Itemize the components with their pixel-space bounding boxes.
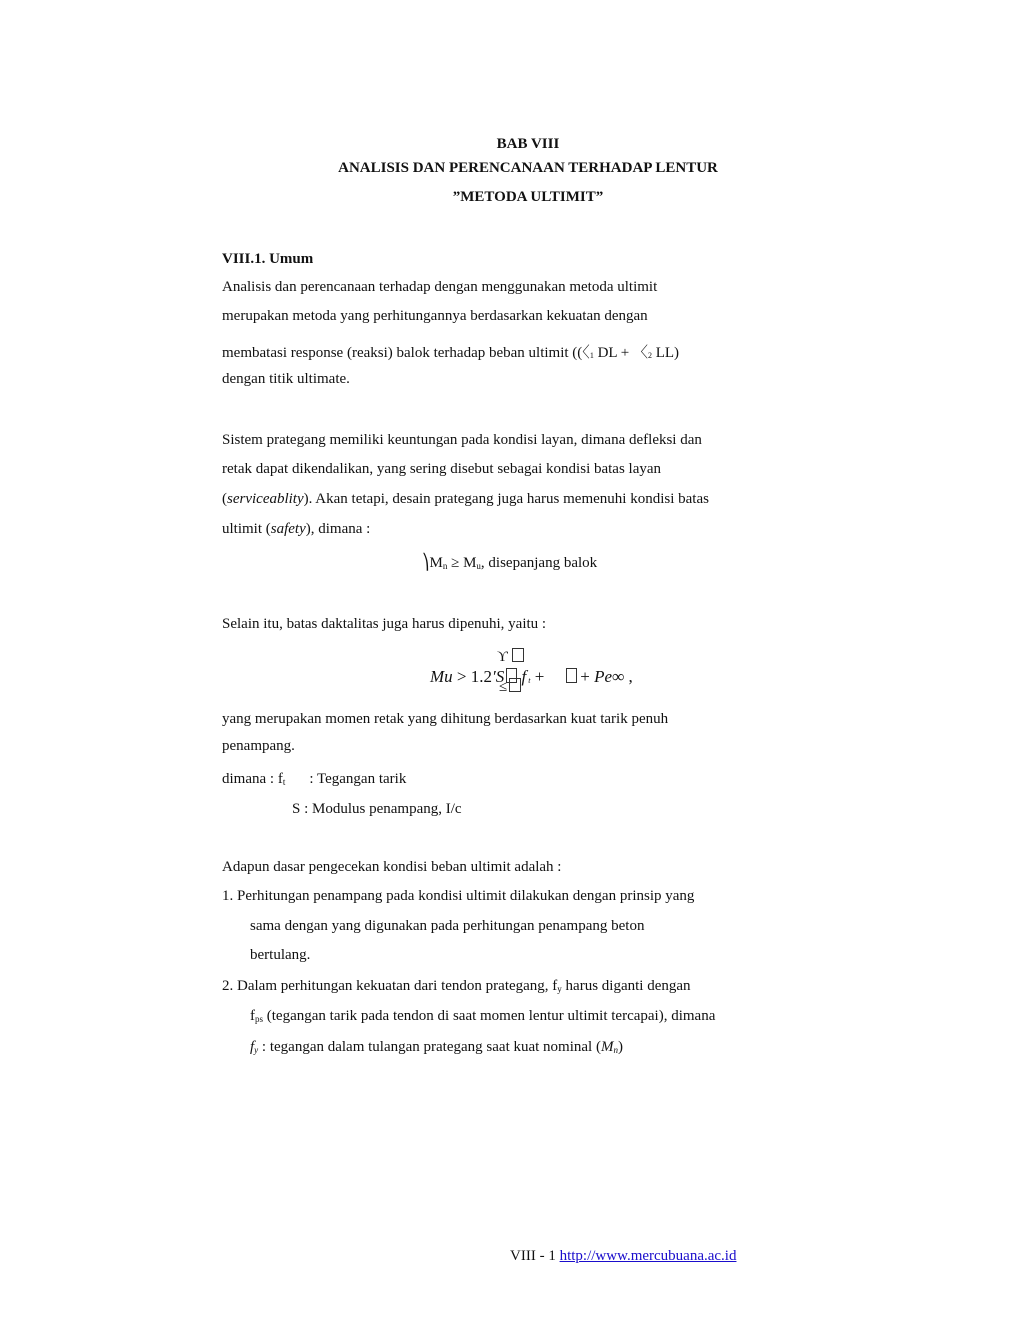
t-subscript: t — [526, 676, 531, 685]
para2-line3-rest: ). Akan tetapi, desain prategang juga harus memenuhi kondisi batas — [303, 491, 709, 507]
item2-line1-pre: 2. Dalam perhitungan kekuatan dari tendon prategang, f — [222, 978, 558, 994]
paren-close: ) — [617, 1039, 623, 1055]
fy-f: f — [250, 1039, 255, 1055]
list-item-2-line2 — [250, 1008, 715, 1025]
para2-line4 — [222, 521, 370, 538]
list-item-1-line3: bertulang. — [250, 947, 311, 963]
para1-line2: merupakan metoda yang perhitungannya berdasarkan kekuatan dengan — [222, 308, 648, 324]
pe-term: Pe∞ — [594, 667, 625, 686]
fps-subscript: ps — [255, 1014, 264, 1024]
para2-line4-post: ), dimana : — [305, 521, 371, 537]
mu-term: Mu — [430, 667, 453, 686]
s-modulus-line: S : Modulus penampang, I/c — [292, 801, 462, 817]
fy-subscript: y — [557, 984, 562, 994]
para3-line2: yang merupakan momen retak yang dihitung berdasarkan kuat tarik penuh — [222, 711, 669, 727]
le-symbol: ≤ — [499, 679, 508, 695]
para1-line4: dengan titik ultimate. — [222, 371, 350, 387]
safety-term: safety — [270, 521, 306, 537]
list-item-1-line1: 1. Perhitungan penampang pada kondisi ultimit dilakukan dengan prinsip yang — [222, 888, 695, 904]
phi-symbol: ⎞ — [422, 555, 430, 571]
fy-subscript-2: y — [254, 1045, 259, 1055]
chapter-title: ANALISIS DAN PERENCANAAN TERHADAP LENTUR — [338, 160, 718, 176]
mn-subscript: n — [442, 561, 448, 571]
section-heading: VIII.1. Umum — [222, 251, 314, 267]
page-footer — [510, 1248, 736, 1265]
s-term: ′S — [492, 667, 505, 686]
footer-url-link[interactable]: http://www.mercubuana.ac.id — [559, 1248, 737, 1264]
paren-open: ( — [222, 491, 227, 507]
plus-term: + — [530, 667, 545, 686]
para3-line1: Selain itu, batas daktalitas juga harus dipenuhi, yaitu : — [222, 616, 547, 632]
missing-glyph-box — [509, 678, 521, 692]
gamma2-symbol: 〈 — [632, 345, 648, 361]
ft-description: : Tegangan tarik — [309, 771, 407, 787]
gt-term: > 1.2 — [452, 667, 493, 686]
ge-mu: ≥ M — [447, 555, 477, 571]
upsilon-symbol: ϒ — [497, 649, 512, 665]
comma: , — [624, 667, 633, 686]
list-item-1-line2: sama dengan yang digunakan pada perhitungan penampang beton — [250, 918, 645, 934]
para1-line1: Analisis dan perencanaan terhadap dengan menggunakan metoda ultimit — [222, 279, 658, 295]
dl-text: DL + — [593, 345, 633, 361]
dimana-ft-line — [222, 771, 406, 788]
para3-line3: penampang. — [222, 738, 295, 754]
mn-m: M — [429, 555, 443, 571]
para2-line1: Sistem prategang memiliki keuntungan pada kondisi layan, dimana defleksi dan — [222, 432, 702, 448]
missing-glyph-box — [566, 668, 577, 683]
para1-line3 — [222, 341, 679, 362]
ll-text: LL) — [651, 345, 680, 361]
list-item-2-line3 — [250, 1039, 623, 1056]
mu-subscript: u — [476, 561, 481, 571]
para1-line3-text: membatasi response (reaksi) balok terhadap beban ultimit (( — [222, 345, 583, 361]
chapter-subtitle: ”METODA ULTIMIT” — [452, 189, 604, 205]
gamma1-subscript: 1 — [589, 351, 594, 360]
ft-subscript: t — [282, 777, 286, 787]
gamma1-symbol: 〈 — [582, 345, 590, 361]
chapter-number: BAB VIII — [496, 136, 560, 152]
list-item-2-line1 — [222, 978, 691, 995]
plus-term-2: + — [580, 667, 595, 686]
equation-top-symbols — [497, 648, 524, 666]
mn-term: M — [600, 1039, 614, 1055]
equation-bottom-symbols — [499, 678, 521, 696]
page-number: VIII - 1 — [510, 1248, 560, 1264]
para4-line1: Adapun dasar pengecekan kondisi beban ultimit adalah : — [222, 859, 562, 875]
gamma2-subscript: 2 — [647, 351, 652, 360]
item2-line3-mid: : tegangan dalam tulangan prategang saat kuat nominal ( — [258, 1039, 601, 1055]
mn-term-subscript: n — [613, 1045, 618, 1055]
item2-line2-rest: (tegangan tarik pada tendon di saat momen lentur ultimit tercapai), dimana — [263, 1008, 716, 1024]
para2-line2: retak dapat dikendalikan, yang sering disebut sebagai kondisi batas layan — [222, 461, 662, 477]
fps-f: f — [250, 1008, 255, 1024]
equation-moment-capacity — [422, 553, 597, 572]
para2-line4-pre: ultimit ( — [222, 521, 271, 537]
equation-ductility — [430, 667, 633, 687]
f-term: f — [517, 667, 527, 686]
missing-glyph-box — [512, 648, 524, 662]
equation-rest: , disepanjang balok — [480, 555, 598, 571]
serviceability-term: serviceablity — [227, 491, 304, 507]
para2-line3 — [222, 491, 709, 508]
dimana-label: dimana : f — [222, 771, 283, 787]
item2-line1-post: harus diganti dengan — [561, 978, 691, 994]
